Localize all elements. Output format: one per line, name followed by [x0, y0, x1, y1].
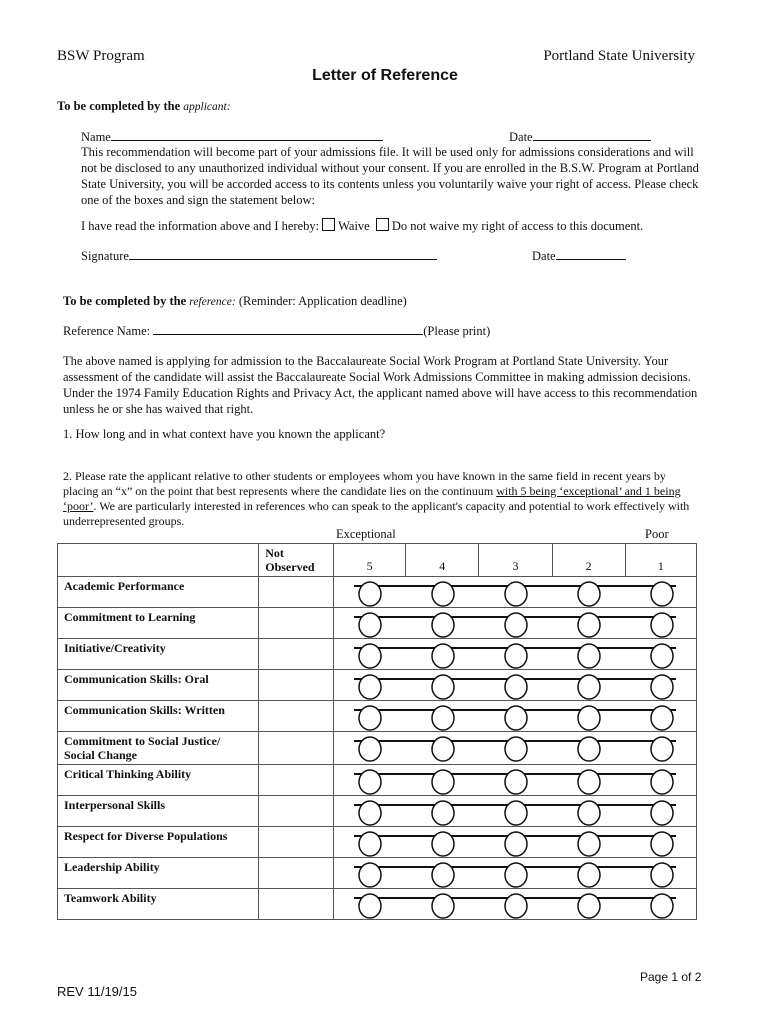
rating-circle-5[interactable] [359, 894, 381, 918]
rating-circle-5[interactable] [359, 737, 381, 761]
criterion-label: Interpersonal Skills [58, 796, 259, 827]
waiver-line [81, 218, 643, 234]
rating-circle-2[interactable] [578, 863, 600, 887]
rating-circle-2[interactable] [578, 644, 600, 668]
rating-circle-3[interactable] [505, 706, 527, 730]
page-number: Page 1 of 2 [640, 970, 702, 984]
date-field[interactable] [509, 129, 651, 145]
table-row [58, 796, 697, 827]
access-statement: This recommendation will become part of your admissions file. It will be used only for admissions considerations and will not be disclosed to any unauthorized individual without your consent. If you are enrolled in the B.S.W. Program at Portland State University, you will be accorded access to its contents unless you voluntarily waive your right of access. Please check one of the boxes and sign the statement below: [81, 145, 699, 207]
name-label: Name [81, 130, 111, 144]
not-waive-checkbox[interactable] [376, 218, 389, 231]
table-row [58, 765, 697, 796]
criterion-label: Communication Skills: Oral [58, 670, 259, 701]
table-row [58, 827, 697, 858]
rating-2-header: 2 [552, 544, 625, 577]
question-2 [63, 469, 703, 529]
rating-circle-2[interactable] [578, 582, 600, 606]
rating-circle-4[interactable] [432, 863, 454, 887]
table-row [58, 670, 697, 701]
rating-circle-1[interactable] [651, 863, 673, 887]
rating-scale [333, 639, 696, 670]
not-observed-cell[interactable] [259, 577, 334, 608]
rating-scale [333, 827, 696, 858]
name-field[interactable] [81, 129, 383, 145]
rating-circle-1[interactable] [651, 706, 673, 730]
table-row [58, 889, 697, 920]
rating-circle-4[interactable] [432, 613, 454, 637]
rating-circle-1[interactable] [651, 801, 673, 825]
rating-circle-1[interactable] [651, 644, 673, 668]
date-label: Date [532, 249, 556, 263]
empty-header [58, 544, 259, 577]
rating-circle-1[interactable] [651, 894, 673, 918]
rating-circle-5[interactable] [359, 644, 381, 668]
not-observed-cell[interactable] [259, 670, 334, 701]
not-observed-cell[interactable] [259, 796, 334, 827]
not-observed-cell[interactable] [259, 858, 334, 889]
rating-scale [333, 796, 696, 827]
q2-underlined: with 5 being ‘exceptional’ and 1 being ‘poor’ [63, 484, 681, 513]
rating-scale [333, 765, 696, 796]
rating-circle-4[interactable] [432, 832, 454, 856]
reference-intro: The above named is applying for admission to the Baccalaureate Social Work Program at Portland State University. Your assessment of the candidate will assist the Baccalaureate Social Work Admissions Committee in making admission decisions. Under the 1974 Family Education Rights and Privacy Act, the applicant named above will have access to this recommendation unless he or she has waived that right. [63, 354, 698, 416]
rating-circle-3[interactable] [505, 832, 527, 856]
not-observed-cell[interactable] [259, 639, 334, 670]
not-observed-cell[interactable] [259, 701, 334, 732]
rating-scale [333, 889, 696, 920]
reminder-text: (Reminder: Application deadline) [235, 294, 407, 308]
heading-em: reference: [189, 296, 236, 308]
rating-circle-3[interactable] [505, 582, 527, 606]
rating-circle-1[interactable] [651, 770, 673, 794]
page-title: Letter of Reference [312, 67, 458, 84]
university-name: Portland State University [543, 48, 695, 64]
table-row [58, 858, 697, 889]
rating-circle-4[interactable] [432, 706, 454, 730]
rating-scale [333, 670, 696, 701]
signature-date-field[interactable] [532, 248, 626, 264]
rating-circle-5[interactable] [359, 582, 381, 606]
rating-circle-2[interactable] [578, 832, 600, 856]
not-observed-cell[interactable] [259, 732, 334, 765]
rating-scale [333, 732, 696, 765]
heading-text: To be completed by the [57, 99, 184, 113]
waive-label: Waive [338, 219, 370, 233]
rating-scale [333, 608, 696, 639]
rating-circle-4[interactable] [432, 894, 454, 918]
rating-circle-4[interactable] [432, 582, 454, 606]
criterion-label: Commitment to Social Justice/ Social Change [58, 732, 259, 765]
criterion-label: Academic Performance [58, 577, 259, 608]
criterion-label: Teamwork Ability [58, 889, 259, 920]
rating-circle-3[interactable] [505, 894, 527, 918]
criterion-label: Communication Skills: Written [58, 701, 259, 732]
heading-text: To be completed by the [63, 294, 190, 308]
q2-text-2: . We are particularly interested in references who can speak to the applicant's capacity and potential to work effectively with underrepresented groups. [63, 499, 690, 528]
rating-circle-5[interactable] [359, 801, 381, 825]
question-1: 1. How long and in what context have you known the applicant? [63, 427, 386, 441]
rating-circle-2[interactable] [578, 737, 600, 761]
hereby-text: I have read the information above and I hereby: [81, 219, 320, 233]
rating-circle-5[interactable] [359, 706, 381, 730]
criterion-label: Critical Thinking Ability [58, 765, 259, 796]
rating-circle-1[interactable] [651, 675, 673, 699]
not-observed-cell[interactable] [259, 889, 334, 920]
rating-circle-4[interactable] [432, 801, 454, 825]
program-name: BSW Program [57, 48, 145, 64]
rating-circle-3[interactable] [505, 613, 527, 637]
table-row [58, 732, 697, 765]
poor-label: Poor [645, 527, 669, 541]
rating-1-header: 1 [625, 544, 696, 577]
criterion-label: Commitment to Learning [58, 608, 259, 639]
criterion-label: Leadership Ability [58, 858, 259, 889]
rating-circle-4[interactable] [432, 737, 454, 761]
rating-circle-2[interactable] [578, 770, 600, 794]
exceptional-label: Exceptional [336, 527, 396, 541]
rating-3-header: 3 [479, 544, 552, 577]
rating-circle-5[interactable] [359, 613, 381, 637]
reference-heading [63, 294, 407, 309]
rating-circle-5[interactable] [359, 863, 381, 887]
rating-circle-2[interactable] [578, 675, 600, 699]
signature-label: Signature [81, 249, 129, 263]
rating-circle-1[interactable] [651, 613, 673, 637]
rating-scale [333, 858, 696, 889]
date-label: Date [509, 130, 533, 144]
reference-name-field[interactable] [63, 323, 490, 339]
not-observed-cell[interactable] [259, 827, 334, 858]
rating-circle-5[interactable] [359, 675, 381, 699]
rating-circle-1[interactable] [651, 832, 673, 856]
table-row [58, 608, 697, 639]
rating-circle-4[interactable] [432, 675, 454, 699]
rating-4-header: 4 [406, 544, 479, 577]
rating-scale [333, 701, 696, 732]
table-header-row [58, 544, 697, 577]
rating-circle-1[interactable] [651, 582, 673, 606]
rating-circle-3[interactable] [505, 737, 527, 761]
rating-circle-3[interactable] [505, 675, 527, 699]
table-row [58, 639, 697, 670]
rating-circle-2[interactable] [578, 613, 600, 637]
criterion-label: Respect for Diverse Populations [58, 827, 259, 858]
not-observed-cell[interactable] [259, 608, 334, 639]
rating-scale [333, 577, 696, 608]
q2-text: 2. Please rate the applicant relative to other students or employees whom you have known in the same field in recent years by placing an “x” on the point that best represents where the candidate lies on the continuum [63, 469, 666, 498]
rating-circle-3[interactable] [505, 770, 527, 794]
signature-field[interactable] [81, 248, 437, 264]
not-waive-label: Do not waive my right of access to this document. [391, 219, 644, 233]
rating-circle-5[interactable] [359, 832, 381, 856]
rating-circle-2[interactable] [578, 894, 600, 918]
rating-table [57, 543, 697, 920]
revision-date: REV 11/19/15 [57, 984, 137, 999]
rating-circle-4[interactable] [432, 644, 454, 668]
not-observed-header: Not Observed [259, 544, 334, 577]
applicant-heading [57, 99, 231, 114]
heading-em: applicant: [183, 101, 231, 113]
rating-circle-3[interactable] [505, 644, 527, 668]
rating-5-header: 5 [333, 544, 405, 577]
rating-circle-3[interactable] [505, 863, 527, 887]
rating-circle-1[interactable] [651, 737, 673, 761]
table-row [58, 701, 697, 732]
please-print: (Please print) [423, 324, 491, 338]
table-row [58, 577, 697, 608]
rating-circle-2[interactable] [578, 706, 600, 730]
rating-circle-3[interactable] [505, 801, 527, 825]
not-observed-cell[interactable] [259, 765, 334, 796]
rating-circle-4[interactable] [432, 770, 454, 794]
rating-circle-2[interactable] [578, 801, 600, 825]
criterion-label: Initiative/Creativity [58, 639, 259, 670]
waive-checkbox[interactable] [322, 218, 335, 231]
reference-name-label: Reference Name: [63, 324, 151, 338]
rating-circle-5[interactable] [359, 770, 381, 794]
